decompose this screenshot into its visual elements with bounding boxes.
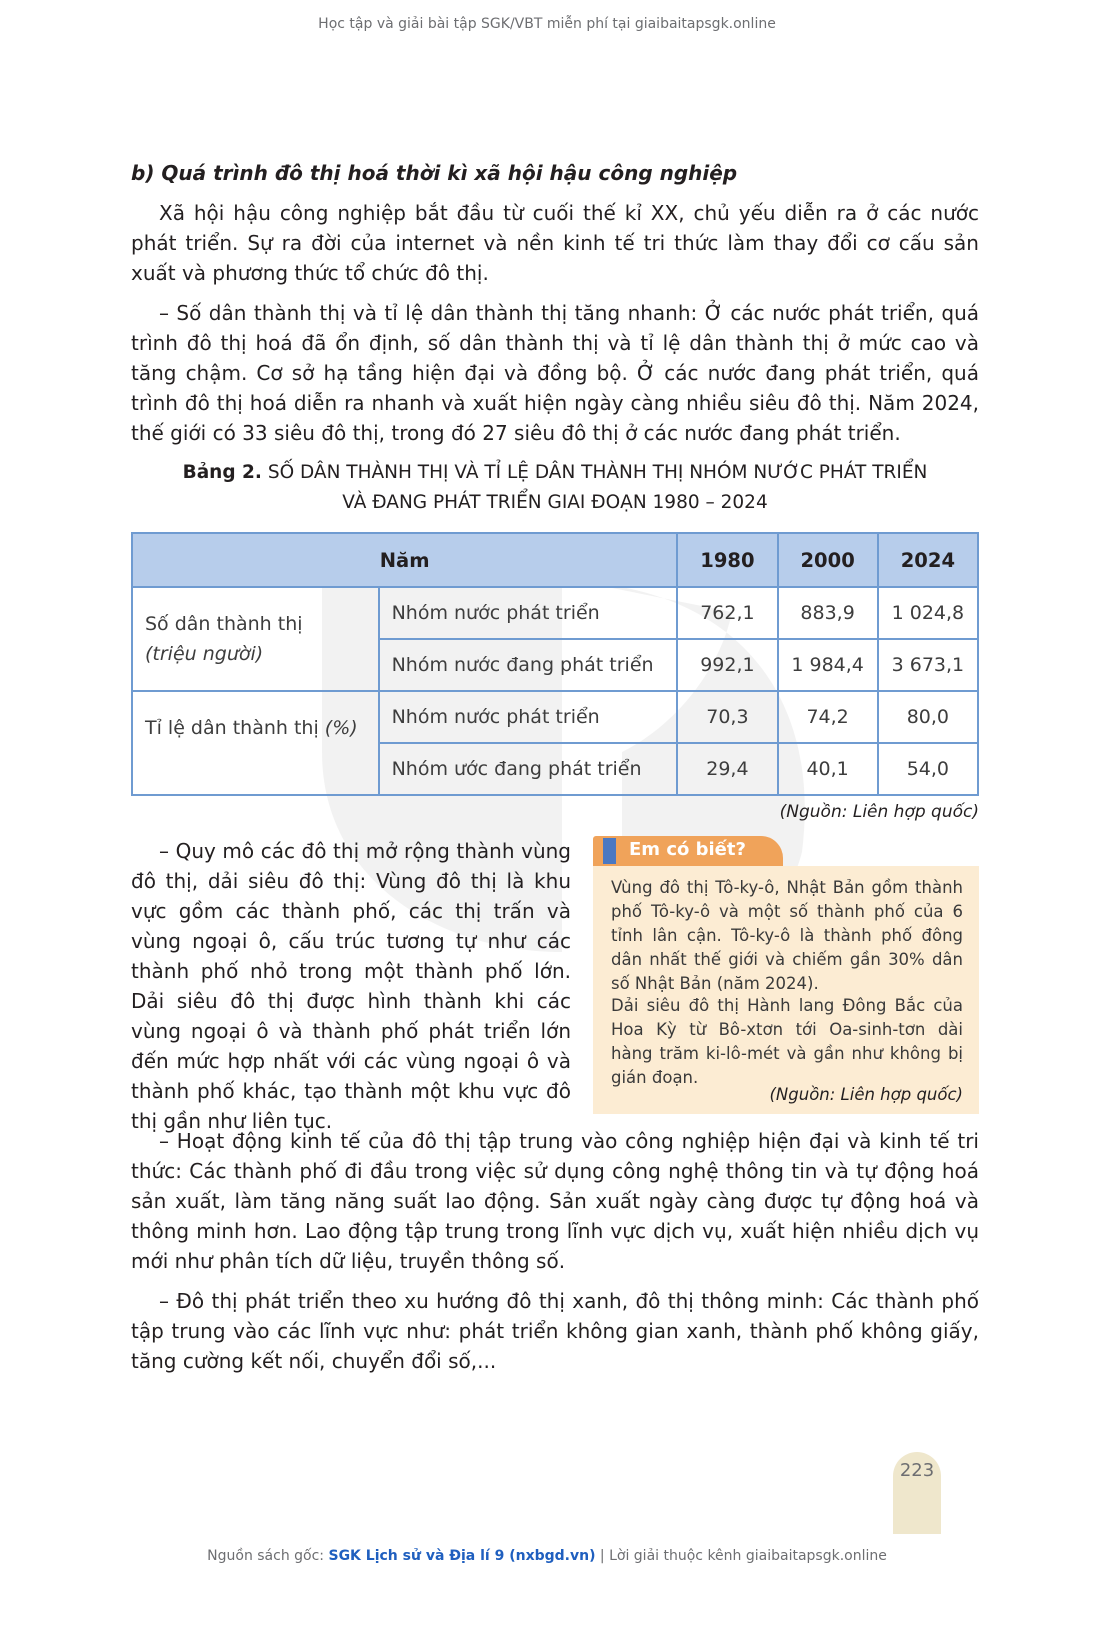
did-you-know-body [593,866,979,1114]
footer-note [0,1548,1094,1564]
economy-paragraph-rest: vào công nghiệp hiện đại và kinh tế tri thức: Các thành phố đi đầu trong việc sử dụng công nghệ thông tin và tự động hoá sản xuất, làm tăng năng suất lao động. Sản xuất ngày càng được tự động hoá và thông minh hơn. Lao động tập trung trong lĩnh vực dịch vụ, xuất hiện nhiều dịch vụ mới như phân tích dữ liệu, truyền thông số. [131,1129,979,1273]
table-cell: 54,0 [878,743,978,795]
table-header-row [132,533,978,587]
table-caption-line2: VÀ ĐANG PHÁT TRIỂN GIAI ĐOẠN 1980 – 2024 [342,492,768,513]
page-content [131,158,979,1386]
economy-paragraph-first: – Hoạt động kinh tế của đô thị tập trung [159,1129,574,1153]
table-cell: 883,9 [778,587,878,639]
did-you-know-title: Em có biết? [629,839,746,860]
table-cell: 80,0 [878,691,978,743]
table-header-year: 1980 [677,533,777,587]
urban-growth-paragraph: – Số dân thành thị và tỉ lệ dân thành thị tăng nhanh: Ở các nước phát triển, quá trình đô thị hoá đã ổn định, số dân thành thị và tỉ lệ dân thành thị ở mức cao và tăng chậm. Cơ sở hạ tầng hiện đại và đồng bộ. Ở các nước đang phát triển, quá trình đô thị hoá diễn ra nhanh và xuất hiện ngày càng nhiều siêu đô thị. Năm 2024, thế giới có 33 siêu đô thị, trong đó 27 siêu đô thị ở các nước đang phát triển. [131,301,979,445]
row-label: Nhóm nước đang phát triển [379,639,678,691]
bookmark-icon [603,838,616,864]
footer-prefix: Nguồn sách gốc: [207,1548,325,1564]
table-cell: 40,1 [778,743,878,795]
table-source: (Nguồn: Liên hợp quốc) [779,802,979,822]
table-header-year-label: Năm [132,533,677,587]
economy-paragraph [131,1126,979,1276]
table-cell: 992,1 [677,639,777,691]
table-caption [131,458,979,518]
table-header-year: 2024 [878,533,978,587]
megacity-paragraph: – Quy mô các đô thị mở rộng thành vùng đô thị, dải siêu đô thị: Vùng đô thị là khu vực gồm các thành phố, các thị trấn và vùng ngoại ô, cấu trúc tương tự như các thành phố nhỏ trong một thành phố lớn. Dải siêu đô thị được hình thành khi các vùng ngoại ô và thành phố phát triển lớn đến mức hợp nhất với các vùng ngoại ô và thành phố khác, tạo thành một khu vực đô thị gần như liên tục. [131,839,571,1133]
table-caption-label: Bảng 2. [182,462,262,483]
page-number-tab [893,1452,941,1534]
table-cell: 74,2 [778,691,878,743]
top-note: Học tập và giải bài tập SGK/VBT miễn phí tại giaibaitapsgk.online [318,16,776,32]
table-row [132,587,978,639]
table-header-year: 2000 [778,533,878,587]
row-group-population [132,587,379,691]
row-group-unit: (%) [324,717,358,739]
row-label: Nhóm nước phát triển [379,691,678,743]
row-label: Nhóm nước phát triển [379,587,678,639]
megacity-section [131,836,979,1133]
footer-book-link[interactable]: SGK Lịch sử và Địa lí 9 (nxbgd.vn) [328,1548,596,1564]
row-group-label: Số dân thành thị [145,613,303,635]
intro-paragraph: Xã hội hậu công nghiệp bắt đầu từ cuối thế kỉ XX, chủ yếu diễn ra ở các nước phát triển. Sự ra đời của internet và nền kinh tế tri thức làm thay đổi cơ cấu sản xuất và phương thức tổ chức đô thị. [131,201,979,285]
table-cell: 1 024,8 [878,587,978,639]
table-row [132,691,978,743]
table-caption-line1: SỐ DÂN THÀNH THỊ VÀ TỈ LỆ DÂN THÀNH THỊ NHÓM NƯỚC PHÁT TRIỂN [267,462,928,483]
table-cell: 1 984,4 [778,639,878,691]
megalopolis-fact: Dải siêu đô thị Hành lang Đông Bắc của Hoa Kỳ từ Bô-xtơn tới Oa-sinh-tơn dài hàng trăm ki-lô-mét và gần như không bị gián đoạn. [611,996,963,1087]
row-group-label: Tỉ lệ dân thành thị [145,717,319,739]
green-city-paragraph: – Đô thị phát triển theo xu hướng đô thị xanh, đô thị thông minh: Các thành phố tập trung vào các lĩnh vực như: phát triển không gian xanh, thành phố không giấy, tăng cường kết nối, chuyển đổi số,... [131,1289,979,1373]
did-you-know-box [593,836,979,1116]
info-source: (Nguồn: Liên hợp quốc) [769,1085,963,1104]
table-cell: 762,1 [677,587,777,639]
footer-suffix: | Lời giải thuộc kênh giaibaitapsgk.online [599,1548,887,1564]
row-label: Nhóm ước đang phát triển [379,743,678,795]
table-cell: 3 673,1 [878,639,978,691]
urban-population-table [131,532,979,796]
did-you-know-tab [593,836,783,866]
row-group-urban-rate [132,691,379,795]
tokyo-fact: Vùng đô thị Tô-ky-ô, Nhật Bản gồm thành phố Tô-ky-ô và một số thành phố của 6 tỉnh lân cận. Tô-ky-ô là thành phố đông dân nhất thế giới và chiếm gần 30% dân số Nhật Bản (năm 2024). [611,878,963,993]
table-cell: 29,4 [677,743,777,795]
section-heading: b) Quá trình đô thị hoá thời kì xã hội hậu công nghiệp [131,161,738,185]
page-number: 223 [899,1460,935,1481]
table-cell: 70,3 [677,691,777,743]
row-group-unit: (triệu người) [145,643,264,665]
